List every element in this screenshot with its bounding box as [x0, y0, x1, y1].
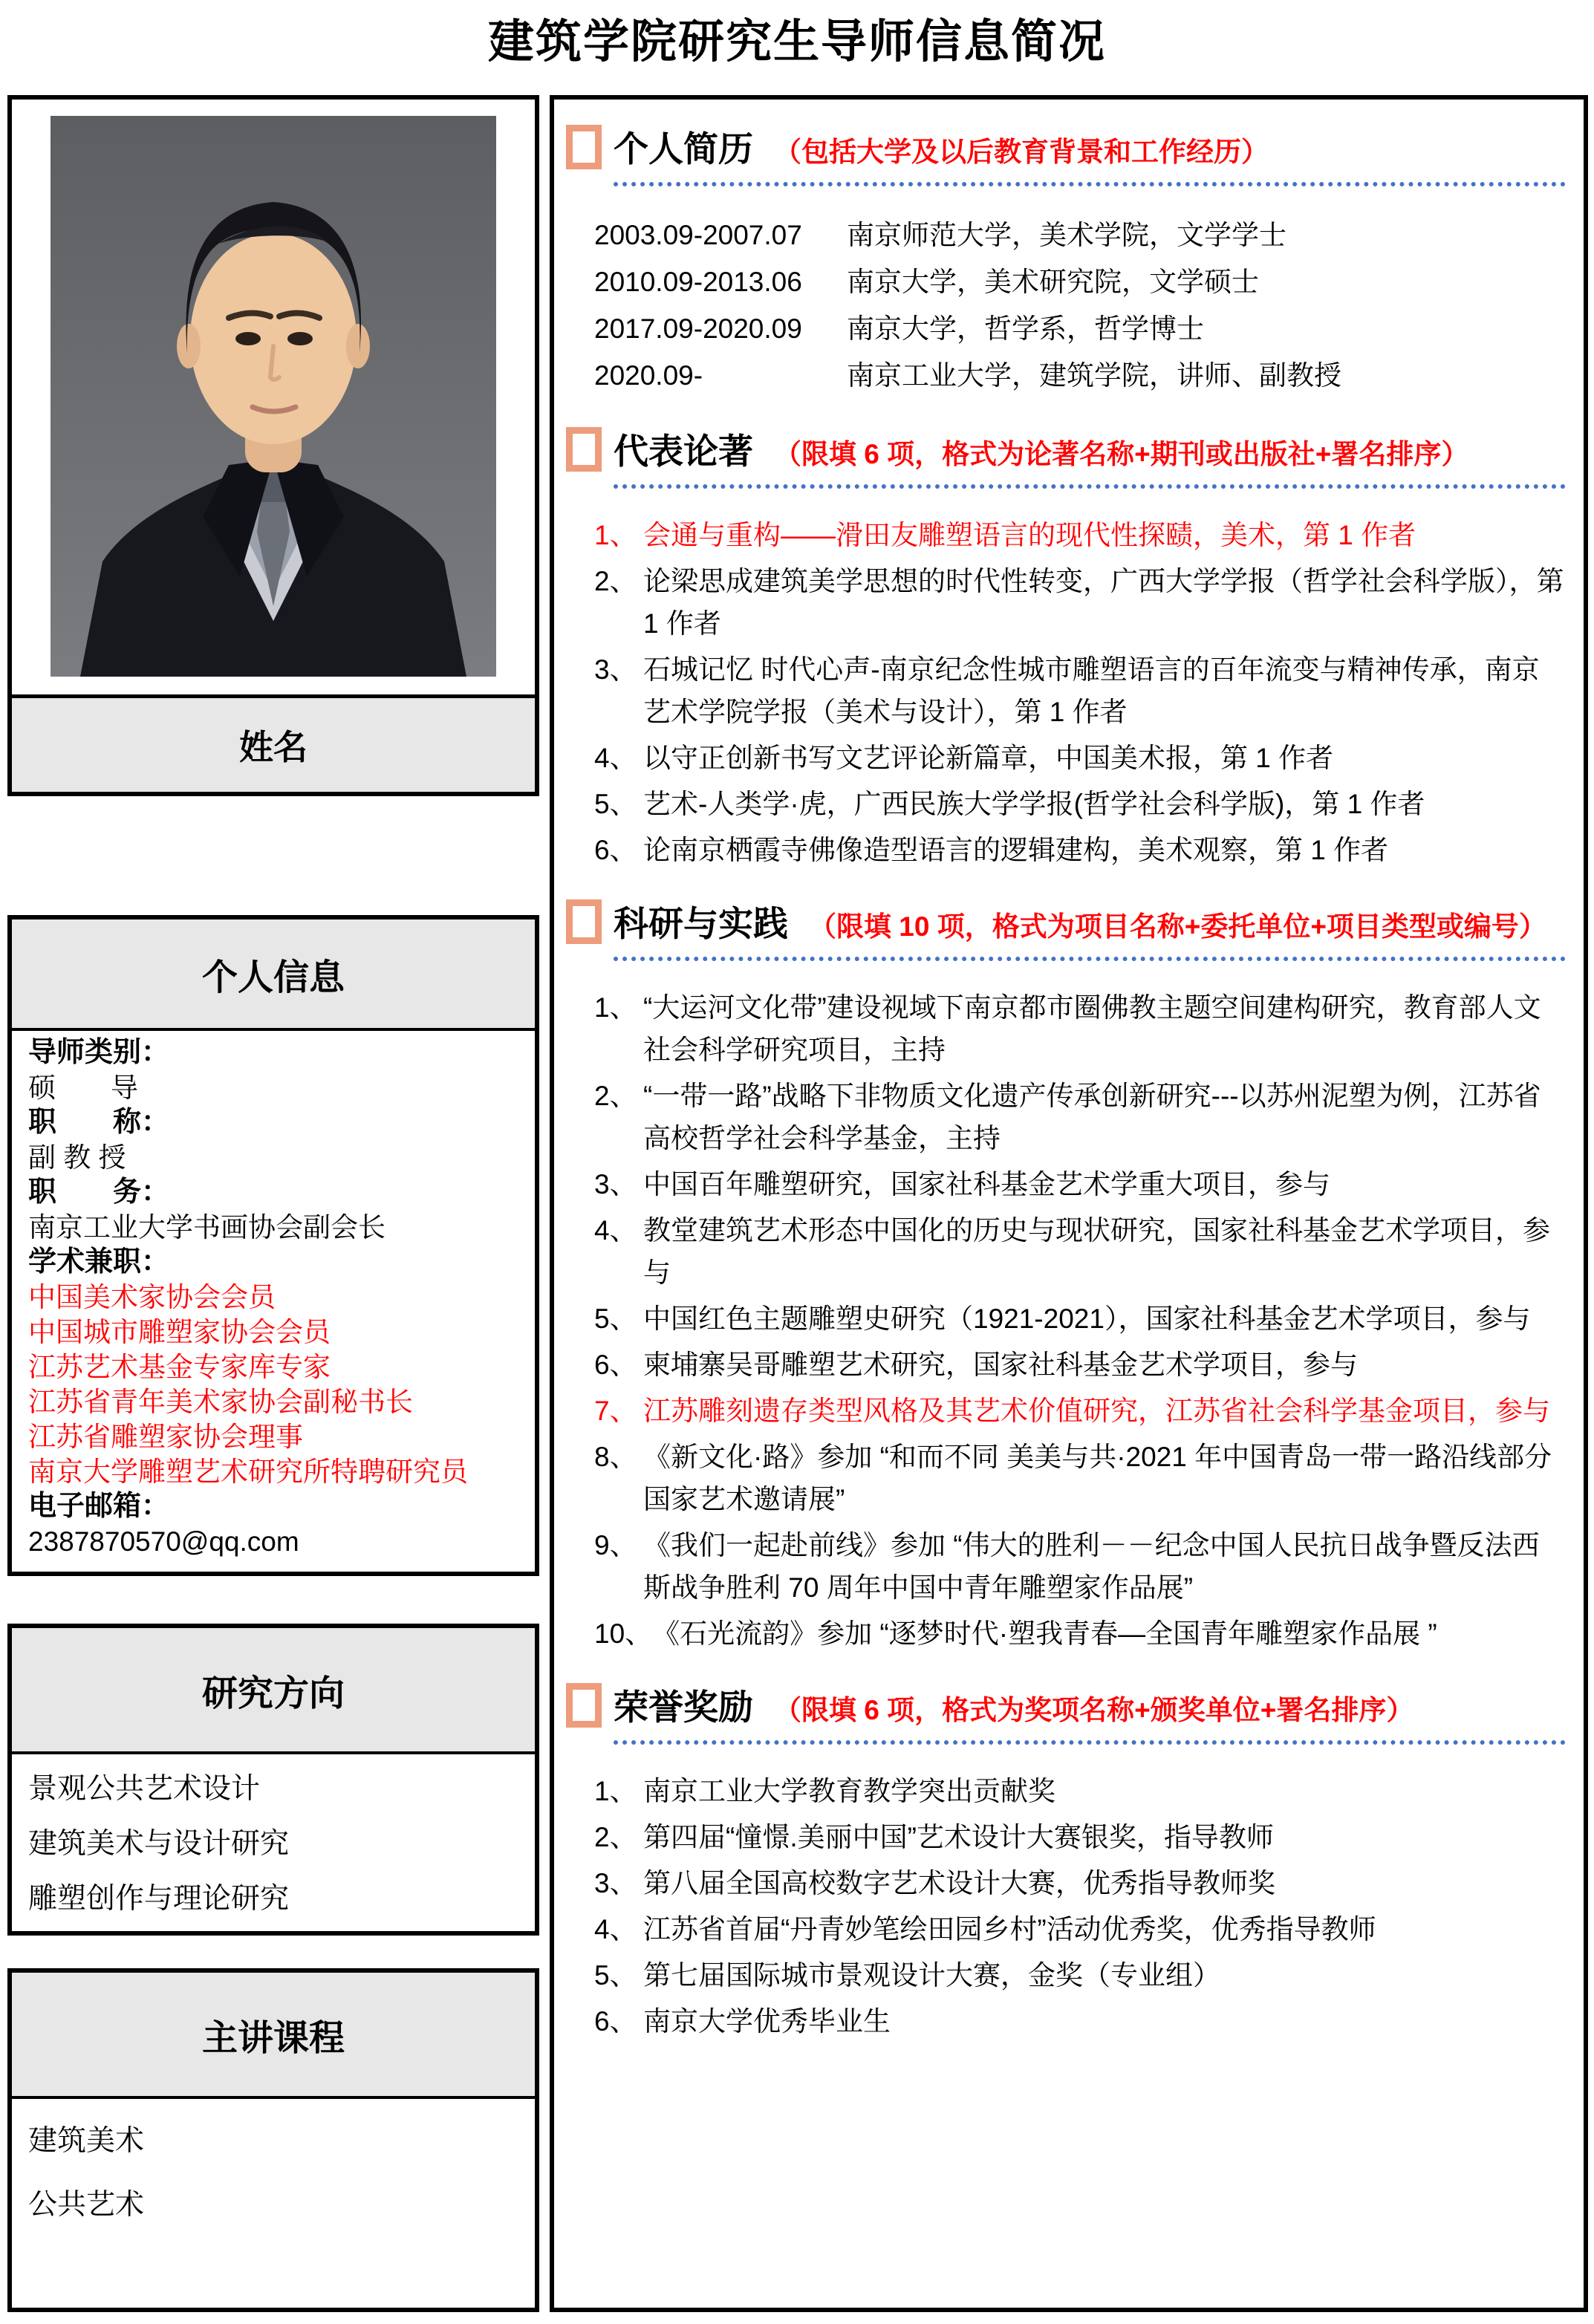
publications-subtitle: （限填 6 项，格式为论著名称+期刊或出版社+署名排序）	[774, 439, 1469, 469]
mentor-type-value: 硕 导	[28, 1073, 138, 1103]
item-number: 7、	[594, 1396, 637, 1426]
resume-period: 2017.09-2020.09	[594, 313, 802, 344]
project-item	[594, 1344, 1566, 1386]
publications-section	[565, 424, 1566, 871]
email-label: 电子邮箱：	[28, 1491, 170, 1522]
publications-title: 代表论著	[614, 432, 753, 471]
item-number: 1、	[594, 992, 637, 1023]
publication-item	[594, 783, 1566, 825]
resume-period: 2003.09-2007.07	[594, 220, 802, 250]
publications-body	[594, 514, 1566, 871]
resume-section	[565, 122, 1566, 399]
portrait-photo	[51, 116, 496, 677]
courses-panel	[7, 1968, 539, 2312]
resume-header-line	[614, 122, 1566, 186]
item-text: 江苏省首届“丹青妙笔绘田园乡村”活动优秀奖，优秀指导教师	[643, 1914, 1376, 1944]
section-marker-icon	[566, 1683, 602, 1728]
resume-row	[594, 305, 1566, 352]
personal-info-body	[12, 1031, 535, 1559]
resume-row	[594, 212, 1566, 258]
research-direction-item: 景观公共艺术设计	[28, 1773, 261, 1805]
personal-info-title: 个人信息	[12, 919, 535, 1031]
resume-detail: 南京大学，哲学系，哲学博士	[847, 313, 1204, 344]
resume-row	[594, 352, 1566, 399]
awards-header-line	[614, 1680, 1566, 1745]
item-number: 10、	[594, 1618, 653, 1649]
projects-header	[565, 896, 1566, 961]
award-item	[594, 1954, 1566, 1996]
item-text: 论南京栖霞寺佛像造型语言的逻辑建构，美术观察，第 1 作者	[643, 835, 1389, 865]
item-number: 8、	[594, 1442, 637, 1472]
project-item	[594, 1612, 1566, 1655]
item-text: 《新文化·路》参加 “和而不同 美美与共·2021 年中国青岛一带一路沿线部分国家艺术邀请展”	[643, 1442, 1552, 1514]
projects-subtitle: （限填 10 项，格式为项目名称+委托单位+项目类型或编号）	[809, 911, 1546, 942]
item-number: 9、	[594, 1530, 637, 1560]
award-item	[594, 1770, 1566, 1812]
publication-item	[594, 648, 1566, 733]
item-number: 5、	[594, 1303, 637, 1334]
projects-header-line	[614, 896, 1566, 961]
project-item	[594, 1298, 1566, 1340]
item-number: 4、	[594, 1914, 637, 1944]
item-text: 会通与重构——滑田友雕塑语言的现代性探赜，美术，第 1 作者	[643, 520, 1416, 550]
academic-role-item: 中国城市雕塑家协会会员	[28, 1317, 331, 1347]
publication-item	[594, 829, 1566, 871]
item-number: 1、	[594, 1776, 637, 1806]
item-number: 2、	[594, 1081, 637, 1111]
projects-section	[565, 896, 1566, 1655]
photo-name-panel	[7, 95, 539, 796]
section-marker-icon	[566, 125, 602, 169]
item-number: 2、	[594, 566, 637, 596]
item-text: 南京工业大学教育教学突出贡献奖	[643, 1776, 1055, 1806]
award-item	[594, 1816, 1566, 1858]
academic-role-item: 南京大学雕塑艺术研究所特聘研究员	[28, 1456, 468, 1487]
details-panel	[550, 95, 1588, 2312]
title-value: 副 教 授	[28, 1142, 126, 1173]
item-number: 6、	[594, 2006, 637, 2037]
project-item	[594, 1390, 1566, 1432]
academic-role-item: 江苏艺术基金专家库专家	[28, 1352, 331, 1382]
publications-header	[565, 424, 1566, 489]
post-value: 南京工业大学书画协会副会长	[28, 1212, 386, 1243]
publication-item	[594, 514, 1566, 556]
resume-period: 2010.09-2013.06	[594, 267, 802, 297]
item-text: 艺术-人类学·虎，广西民族大学学报(哲学社会科学版)，第 1 作者	[643, 789, 1425, 819]
resume-row	[594, 258, 1566, 305]
item-text: 中国百年雕塑研究，国家社科基金艺术学重大项目，参与	[643, 1169, 1330, 1200]
item-number: 6、	[594, 1350, 637, 1380]
courses-title: 主讲课程	[12, 1973, 535, 2099]
project-item	[594, 1524, 1566, 1609]
research-directions-panel	[7, 1624, 539, 1936]
projects-body	[594, 986, 1566, 1655]
project-item	[594, 1163, 1566, 1205]
project-item	[594, 1436, 1566, 1520]
awards-header	[565, 1680, 1566, 1745]
item-text: 柬埔寨吴哥雕塑艺术研究，国家社科基金艺术学项目，参与	[643, 1350, 1358, 1380]
academic-role-item: 江苏省青年美术家协会副秘书长	[28, 1387, 413, 1417]
projects-title: 科研与实践	[614, 904, 788, 943]
resume-header	[565, 122, 1566, 186]
item-text: 中国红色主题雕塑史研究（1921-2021），国家社科基金艺术学项目，参与	[643, 1303, 1531, 1334]
item-text: 教堂建筑艺术形态中国化的历史与现状研究，国家社科基金艺术学项目，参与	[643, 1215, 1550, 1288]
item-number: 5、	[594, 1960, 637, 1991]
section-marker-icon	[566, 427, 602, 472]
item-number: 6、	[594, 835, 637, 865]
item-text: 《石光流韵》参加 “逐梦时代·塑我青春—全国青年雕塑家作品展 ”	[652, 1618, 1437, 1649]
item-number: 1、	[594, 520, 637, 550]
project-item	[594, 1075, 1566, 1159]
resume-detail: 南京师范大学，美术学院，文学学士	[847, 220, 1286, 250]
mentor-type-label: 导师类别：	[28, 1037, 170, 1068]
resume-subtitle: （包括大学及以后教育背景和工作经历）	[774, 137, 1269, 167]
item-text: 第四届“憧憬.美丽中国”艺术设计大赛银奖，指导教师	[643, 1822, 1274, 1852]
item-text: 南京大学优秀毕业生	[643, 2006, 891, 2037]
item-number: 3、	[594, 1169, 637, 1200]
item-text: 第八届全国高校数字艺术设计大赛，优秀指导教师奖	[643, 1868, 1275, 1898]
publication-item	[594, 560, 1566, 645]
page-title: 建筑学院研究生导师信息简况	[487, 16, 1106, 68]
resume-title: 个人简历	[614, 129, 753, 169]
resume-body	[594, 212, 1566, 399]
awards-title: 荣誉奖励	[614, 1687, 753, 1727]
courses-body	[12, 2099, 535, 2237]
research-direction-item: 建筑美术与设计研究	[28, 1828, 290, 1860]
award-item	[594, 1862, 1566, 1904]
course-item: 公共艺术	[28, 2189, 145, 2221]
item-number: 4、	[594, 743, 637, 773]
award-item	[594, 1908, 1566, 1950]
section-marker-icon	[566, 899, 602, 944]
awards-section	[565, 1680, 1566, 2043]
personal-info-panel	[7, 915, 539, 1576]
academic-role-item: 中国美术家协会会员	[28, 1282, 276, 1312]
research-directions-body	[12, 1754, 535, 1927]
post-label: 职 务：	[28, 1176, 170, 1208]
research-directions-title: 研究方向	[12, 1628, 535, 1754]
academic-roles-label: 学术兼职：	[28, 1246, 170, 1277]
email-value: 2387870570@qq.com	[28, 1526, 299, 1557]
project-item	[594, 986, 1566, 1071]
name-label: 姓名	[12, 694, 535, 792]
project-item	[594, 1209, 1566, 1294]
item-text: “一带一路”战略下非物质文化遗产传承创新研究---以苏州泥塑为例，江苏省高校哲学社会科学基金，主持	[643, 1081, 1541, 1153]
awards-subtitle: （限填 6 项，格式为奖项名称+颁奖单位+署名排序）	[774, 1695, 1414, 1725]
item-text: 石城记忆 时代心声-南京纪念性城市雕塑语言的百年流变与精神传承，南京艺术学院学报（美术与设计），第 1 作者	[643, 654, 1540, 727]
item-number: 3、	[594, 1868, 637, 1898]
research-direction-item: 雕塑创作与理论研究	[28, 1883, 290, 1915]
resume-detail: 南京大学，美术研究院，文学硕士	[847, 267, 1259, 297]
publications-header-line	[614, 424, 1566, 489]
awards-body	[594, 1770, 1566, 2043]
award-item	[594, 2000, 1566, 2043]
publication-item	[594, 737, 1566, 779]
item-text: “大运河文化带”建设视域下南京都市圈佛教主题空间建构研究，教育部人文社会科学研究项目，主持	[643, 992, 1541, 1065]
resume-period: 2020.09-	[594, 360, 703, 391]
item-text: 以守正创新书写文艺评论新篇章，中国美术报，第 1 作者	[643, 743, 1334, 773]
item-text: 《我们一起赴前线》参加 “伟大的胜利－－纪念中国人民抗日战争暨反法西斯战争胜利 70 周年中国中青年雕塑家作品展”	[643, 1530, 1540, 1603]
item-number: 4、	[594, 1215, 637, 1246]
title-label: 职 称：	[28, 1107, 170, 1138]
academic-role-item: 江苏省雕塑家协会理事	[28, 1422, 303, 1452]
item-text: 第七届国际城市景观设计大赛，金奖（专业组）	[643, 1960, 1220, 1991]
item-text: 江苏雕刻遗存类型风格及其艺术价值研究，江苏省社会科学基金项目，参与	[643, 1396, 1550, 1426]
item-number: 5、	[594, 789, 637, 819]
resume-detail: 南京工业大学，建筑学院，讲师、副教授	[847, 360, 1341, 391]
item-number: 3、	[594, 654, 637, 685]
course-item: 建筑美术	[28, 2125, 145, 2157]
item-number: 2、	[594, 1822, 637, 1852]
item-text: 论梁思成建筑美学思想的时代性转变，广西大学学报（哲学社会科学版），第 1 作者	[643, 566, 1564, 639]
